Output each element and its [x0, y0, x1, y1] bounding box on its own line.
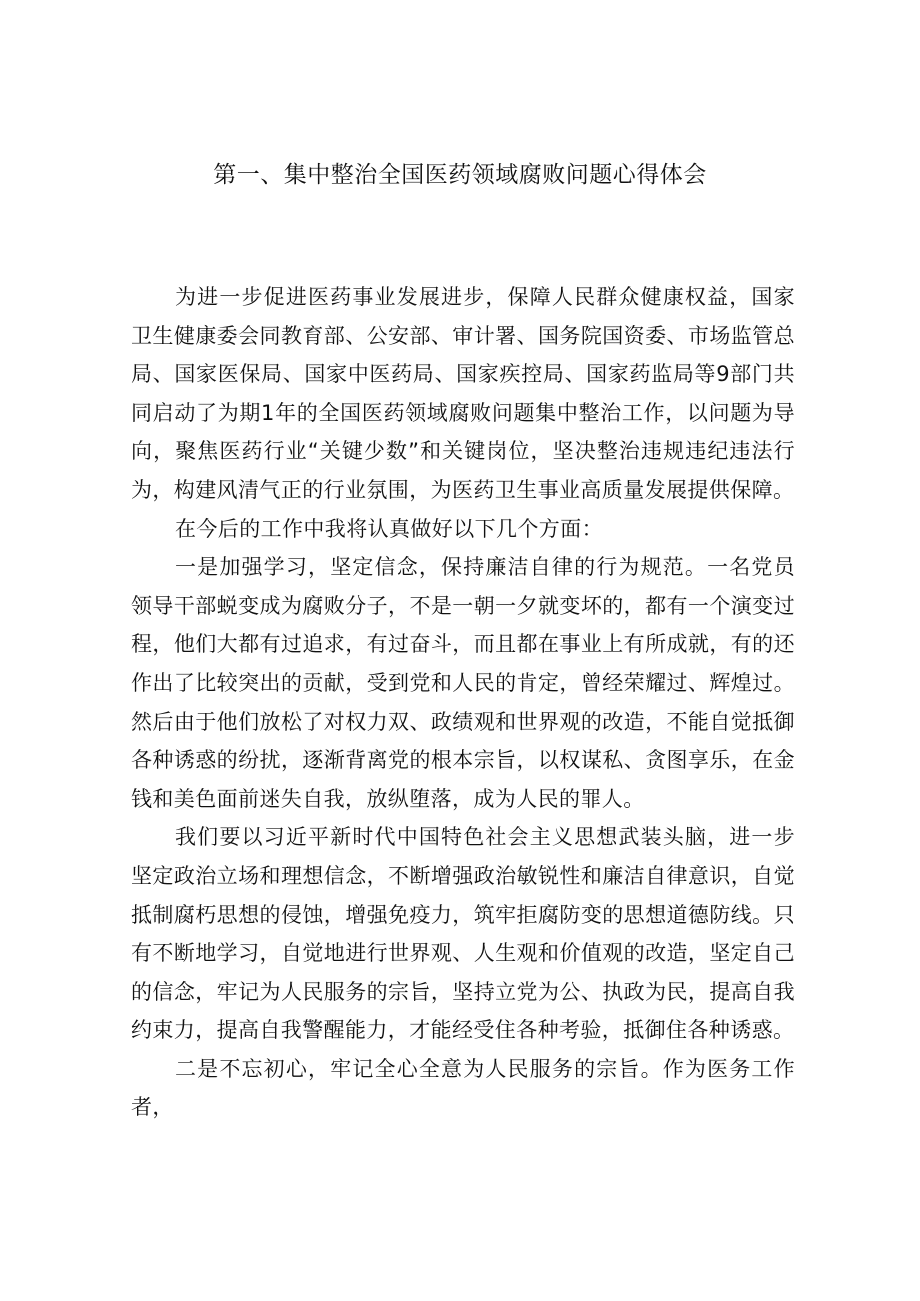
document-title: 第一、集中整治全国医药领域腐败问题心得体会 — [213, 162, 707, 188]
paragraph-point-one-detail: 我们要以习近平新时代中国特色社会主义思想武装头脑，进一步坚定政治立场和理想信念，不断增强政治敏锐性和廉洁自律意识，自觉抵制腐朽思想的侵蚀，增强免疫力，筑牢拒腐防变的思想道德防线。只有不断地学习，自觉地进行世界观、人生观和价值观的改造，坚定自己的信念，牢记为人民服务的宗旨，坚持立党为公、执政为民，提高自我约束力，提高自我警醒能力，才能经受住各种考验，抵御住各种诱惑。 — [131, 825, 795, 1043]
paragraph-point-one: 一是加强学习，坚定信念，保持廉洁自律的行为规范。一名党员领导干部蜕变成为腐败分子，不是一朝一夕就变坏的，都有一个演变过程，他们大都有过追求，有过奋斗，而且都在事业上有所成就，有的还作出了比较突出的贡献，受到党和人民的肯定，曾经荣耀过、辉煌过。然后由于他们放松了对权力双、政绩观和世界观的改造，不能自觉抵御各种诱惑的纷扰，逐渐背离党的根本宗旨，以权谋私、贪图享乐，在金钱和美色面前迷失自我，放纵堕落，成为人民的罪人。 — [131, 555, 795, 811]
paragraph-intro: 为进一步促进医药事业发展进步，保障人民群众健康权益，国家卫生健康委会同教育部、公安部、审计署、国务院国资委、市场监管总局、国家医保局、国家中医药局、国家疾控局、国家药监局等9部门共同启动了为期1年的全国医药领域腐败问题集中整治工作，以问题为导向，聚焦医药行业“关键少数”和关键岗位，坚决整治违规违纪违法行为，构建风清气正的行业氛围，为医药卫生事业高质量发展提供保障。 — [131, 285, 795, 502]
paragraph-point-two: 二是不忘初心，牢记全心全意为人民服务的宗旨。作为医务工作者， — [131, 1056, 795, 1120]
document-body — [0, 278, 795, 1127]
paragraph-plan: 在今后的工作中我将认真做好以下几个方面： — [175, 516, 603, 541]
